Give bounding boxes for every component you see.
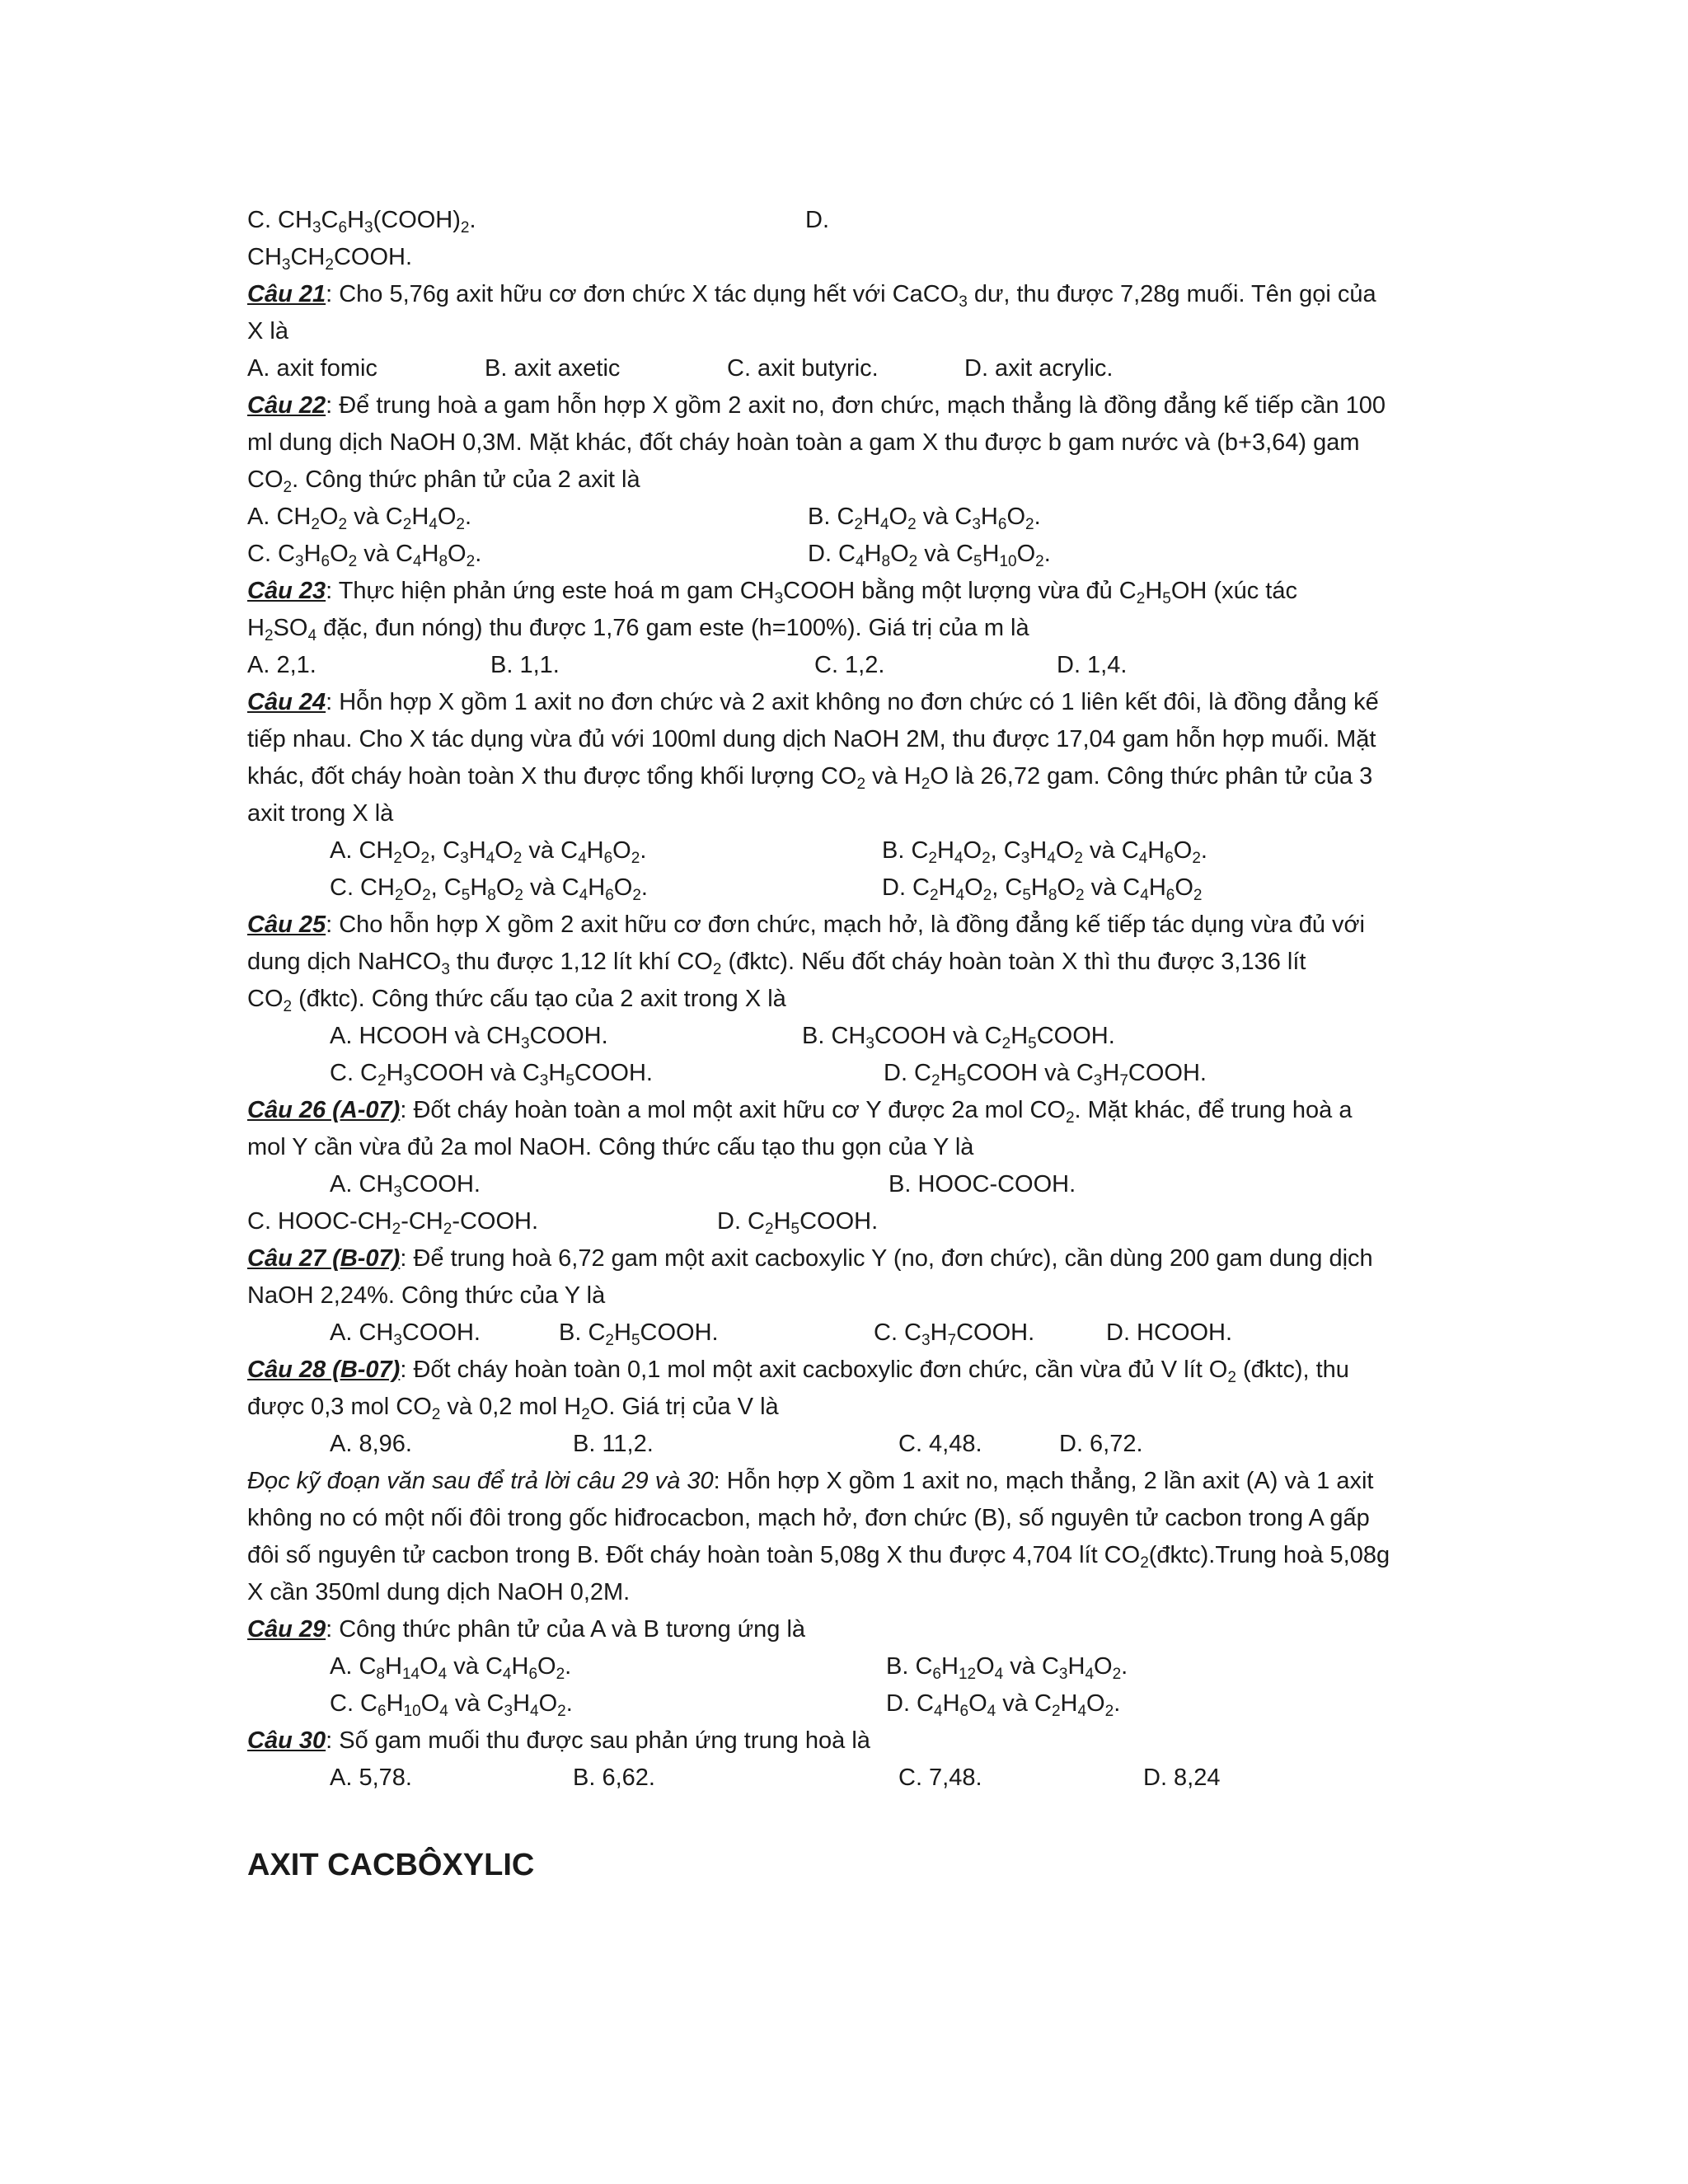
question-22 <box>247 387 1386 424</box>
question-text: axit trong X là <box>247 800 394 827</box>
question-text: $CO_2$ (đktc). Công thức cấu tạo của 2 axit trong X là <box>247 986 786 1015</box>
question-text: khác, đốt cháy hoàn toàn X thu được tổng khối lượng $CO_2$ và $H_2O$ là 26,72 gam. Công thức phân tử của 3 <box>247 763 1373 793</box>
question-text: : Để trung hoà a gam hỗn hợp X gồm 2 axit no, đơn chức, mạch thẳng là đồng đẳng kế tiếp cần 100 <box>326 392 1386 419</box>
passage-text: X cần 350ml dung dịch NaOH 0,2M. <box>247 1579 631 1605</box>
option-c: C. $C_6H_{10}O_4$ và $C_3H_4O_2$. <box>330 1690 573 1720</box>
question-label: Câu 27 (B-07) <box>247 1245 401 1272</box>
question-26 <box>247 1092 1352 1129</box>
option-d: D. 8,24 <box>1143 1765 1221 1791</box>
section-heading: AXIT CACBÔXYLIC <box>247 1848 535 1882</box>
option-b: B. 1,1. <box>490 652 560 678</box>
question-text: NaOH 2,24%. Công thức của Y là <box>247 1282 606 1309</box>
option-b: B. HOOC-COOH. <box>889 1171 1076 1197</box>
option-b: B. axit axetic <box>485 355 621 382</box>
passage-text: không no có một nối đôi trong gốc hiđrocacbon, mạch hở, đơn chức (B), số nguyên tử cacbon trong A gấp <box>247 1505 1370 1531</box>
option-d: D. axit acrylic. <box>964 355 1114 382</box>
question-text: được 0,3 mol $CO_2$ và 0,2 mol $H_2O$. Giá trị của V là <box>247 1394 779 1423</box>
question-text: mol Y cần vừa đủ 2a mol NaOH. Công thức cấu tạo thu gọn của Y là <box>247 1134 974 1160</box>
question-label: Câu 29 <box>247 1616 326 1643</box>
option-b: B. $C_2H_4O_2$ và $C_3H_6O_2$. <box>808 504 1041 533</box>
option-a: A. $C_8H_{14}O_4$ và $C_4H_6O_2$. <box>330 1653 572 1683</box>
option-a: A. $CH_2O_2$ và $C_2H_4O_2$. <box>247 504 472 533</box>
question-text: : Để trung hoà 6,72 gam một axit cacboxylic Y (no, đơn chức), cần dùng 200 gam dung dịch <box>400 1245 1373 1272</box>
option-b: B. $C_6H_{12}O_4$ và $C_3H_4O_2$. <box>886 1653 1128 1683</box>
question-text: X là <box>247 318 288 344</box>
question-text: : Đốt cháy hoàn toàn 0,1 mol một axit cacboxylic đơn chức, cần vừa đủ V lít $O_2$ (đktc), thu <box>400 1357 1349 1386</box>
option-a: A. $CH_3COOH$. <box>330 1171 481 1201</box>
question-label: Câu 24 <box>247 689 326 715</box>
question-text: : Thực hiện phản ứng este hoá m gam $CH_3COOH$ bằng một lượng vừa đủ $C_2H_5OH$ (xúc tác <box>326 578 1297 607</box>
option-c: C. $C_3H_6O_2$ và $C_4H_8O_2$. <box>247 541 482 570</box>
option-b: B. 11,2. <box>573 1431 654 1457</box>
option-c: C. $CH_2O_2$, $C_5H_8O_2$ và $C_4H_6O_2$. <box>330 874 648 904</box>
option-c: C. $CH_3C_6H_3(COOH)_2$. <box>247 207 476 237</box>
passage-lead: Đọc kỹ đoạn văn sau để trả lời câu 29 và 30 <box>247 1468 714 1494</box>
question-21 <box>247 276 1376 313</box>
option-c: C. $C_2H_3COOH$ và $C_3H_5COOH$. <box>330 1060 653 1090</box>
question-text: $H_2SO_4$ đặc, đun nóng) thu được 1,76 gam este (h=100%). Giá trị của m là <box>247 615 1029 644</box>
option-a: A. 2,1. <box>247 652 316 678</box>
question-text: tiếp nhau. Cho X tác dụng vừa đủ với 100ml dung dịch NaOH 2M, thu được 17,04 gam hỗn hợp muối. Mặt <box>247 726 1376 752</box>
option-a: A. $CH_2O_2$, $C_3H_4O_2$ và $C_4H_6O_2$. <box>330 837 647 867</box>
option-d-value: $CH_3CH_2COOH$. <box>247 244 412 274</box>
question-24 <box>247 684 1379 721</box>
question-29 <box>247 1611 805 1648</box>
option-d: D. HCOOH. <box>1106 1319 1233 1346</box>
option-c: C. axit butyric. <box>727 355 879 382</box>
question-text: $CO_2$. Công thức phân tử của 2 axit là <box>247 466 640 496</box>
option-b: B. $C_2H_5COOH$. <box>559 1319 719 1349</box>
question-27 <box>247 1240 1373 1277</box>
option-c: C. 1,2. <box>814 652 885 678</box>
option-d: D. $C_4H_8O_2$ và $C_5H_{10}O_2$. <box>808 541 1051 570</box>
question-30 <box>247 1722 870 1760</box>
question-label: Câu 21 <box>247 281 326 307</box>
option-a: A. axit fomic <box>247 355 377 382</box>
option-c: C. 7,48. <box>898 1765 982 1791</box>
question-23 <box>247 573 1297 610</box>
question-text: : Cho 5,76g axit hữu cơ đơn chức X tác dụng hết với CaCO$_3$ dư, thu được 7,28g muối. Tên gọi của <box>326 281 1376 311</box>
question-text: ml dung dịch NaOH 0,3M. Mặt khác, đốt cháy hoàn toàn a gam X thu được b gam nước và (b+3,64) gam <box>247 429 1360 456</box>
question-label: Câu 25 <box>247 912 326 938</box>
question-label: Câu 26 (A-07) <box>247 1097 401 1123</box>
option-d: D. 1,4. <box>1057 652 1128 678</box>
question-text: : Cho hỗn hợp X gồm 2 axit hữu cơ đơn chức, mạch hở, là đồng đẳng kế tiếp tác dụng vừa đủ với <box>326 912 1365 938</box>
question-28 <box>247 1352 1349 1389</box>
option-a: A. HCOOH và $CH_3COOH$. <box>330 1023 608 1052</box>
question-label: Câu 28 (B-07) <box>247 1357 401 1383</box>
passage-text: đôi số nguyên tử cacbon trong B. Đốt cháy hoàn toàn 5,08g X thu được 4,704 lít $CO_2(đktc).Trung$ hoà 5,08g <box>247 1542 1390 1572</box>
question-text: : Hỗn hợp X gồm 1 axit no đơn chức và 2 axit không no đơn chức có 1 liên kết đôi, là đồng đẳng kế <box>326 689 1379 715</box>
option-d: D. $C_2H_4O_2$, $C_5H_8O_2$ và $C_4H_6O_2$ <box>882 874 1203 904</box>
passage-text: : Hỗn hợp X gồm 1 axit no, mạch thẳng, 2 lần axit (A) và 1 axit <box>713 1468 1374 1494</box>
option-a: A. 8,96. <box>330 1431 412 1457</box>
question-label: Câu 30 <box>247 1727 326 1754</box>
question-text: dung dịch NaHCO$_3$ thu được 1,12 lít khí $CO_2$ (đktc). Nếu đốt cháy hoàn toàn X thì thu được 3,136 lít <box>247 949 1306 978</box>
option-a: A. 5,78. <box>330 1765 412 1791</box>
option-d: D. <box>805 207 829 233</box>
option-c: C. $C_3H_7COOH$. <box>874 1319 1035 1349</box>
option-c: C. 4,48. <box>898 1431 982 1457</box>
option-d: D. $C_2H_5COOH$ và $C_3H_7COOH$. <box>884 1060 1207 1090</box>
question-label: Câu 23 <box>247 578 326 604</box>
option-d: D. 6,72. <box>1059 1431 1143 1457</box>
option-d: D. $C_2H_5COOH$. <box>717 1208 879 1238</box>
option-b: B. $C_2H_4O_2$, $C_3H_4O_2$ và $C_4H_6O_2$. <box>882 837 1207 867</box>
option-c: C. HOOC-$CH_2-CH_2$-COOH. <box>247 1208 539 1238</box>
question-text: : Số gam muối thu được sau phản ứng trung hoà là <box>326 1727 870 1754</box>
question-text: : Đốt cháy hoàn toàn a mol một axit hữu cơ Y được 2a mol $CO_2$. Mặt khác, để trung hoà a <box>400 1097 1353 1127</box>
option-d: D. $C_4H_6O_4$ và $C_2H_4O_2$. <box>886 1690 1121 1720</box>
option-b: B. $CH_3COOH$ và $C_2H_5COOH$. <box>802 1023 1115 1052</box>
question-25 <box>247 907 1365 944</box>
passage <box>247 1463 1373 1500</box>
option-b: B. 6,62. <box>573 1765 655 1791</box>
question-text: : Công thức phân tử của A và B tương ứng là <box>326 1616 806 1643</box>
question-label: Câu 22 <box>247 392 326 419</box>
option-a: A. $CH_3COOH$. <box>330 1319 481 1349</box>
